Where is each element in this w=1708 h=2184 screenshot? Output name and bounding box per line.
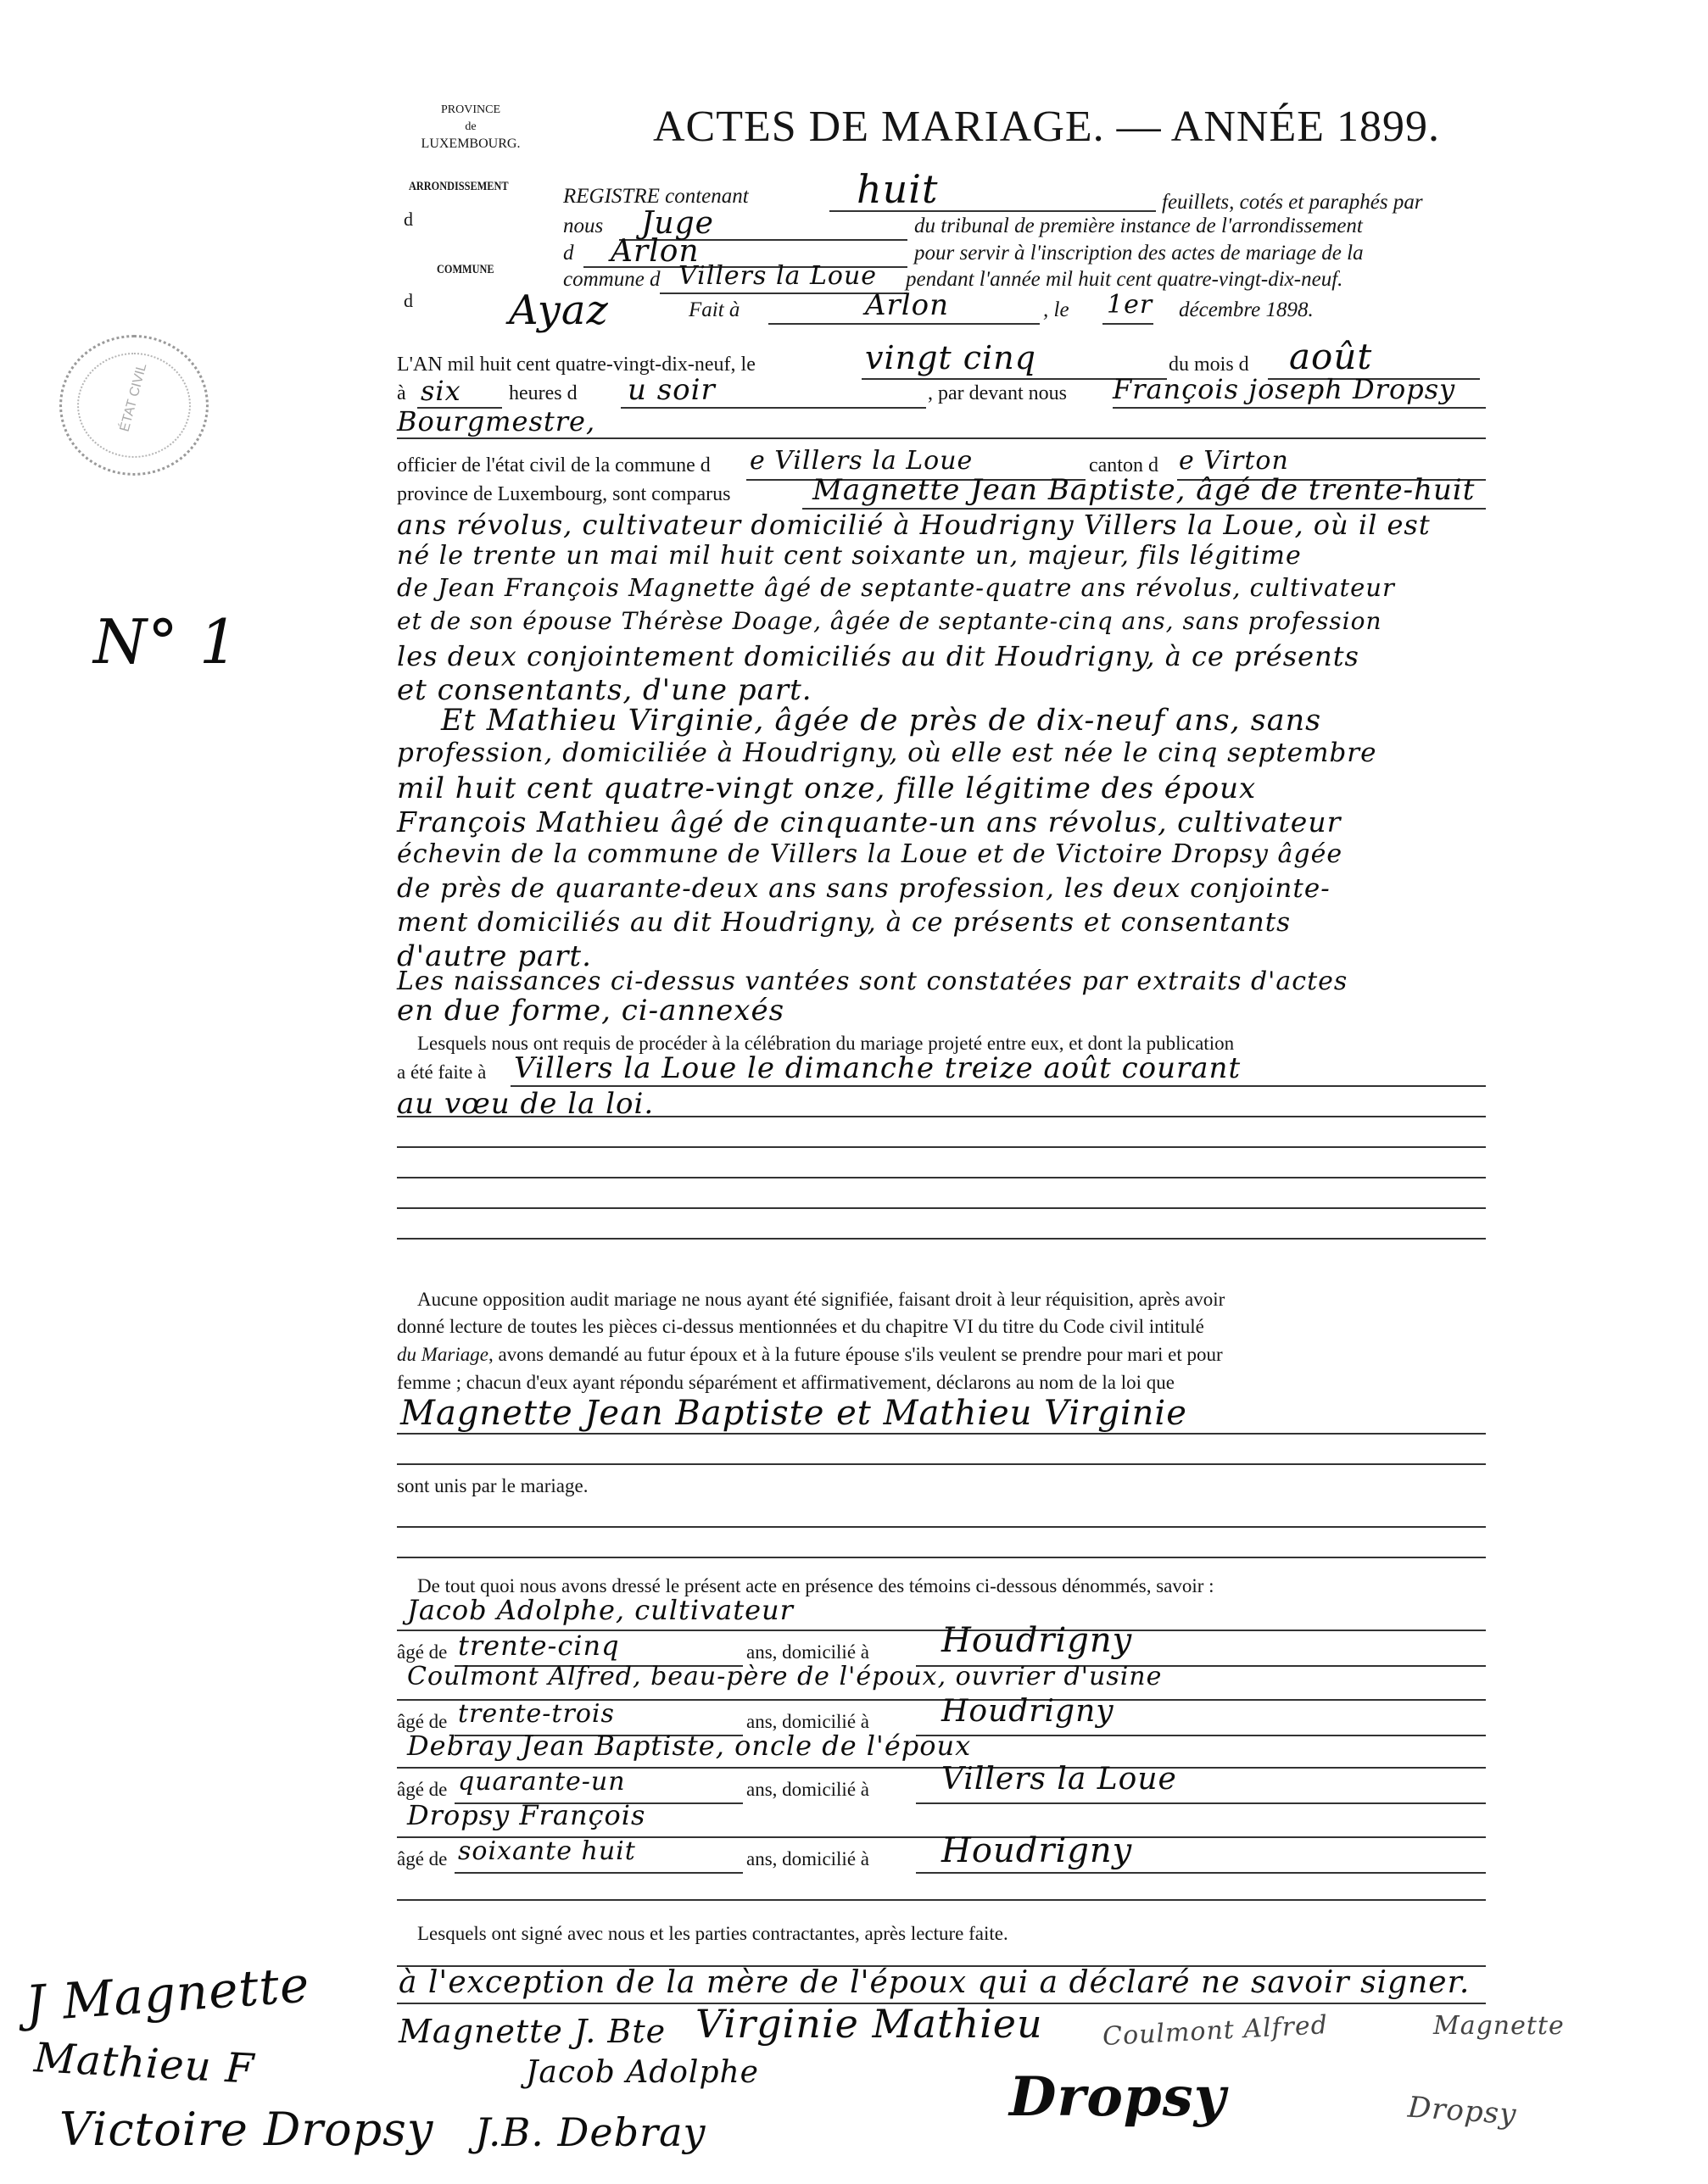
registre-l5a: Fait à xyxy=(689,298,740,321)
registre-l5b: , le xyxy=(1043,298,1069,321)
temoin-age: trente-cinq xyxy=(458,1630,620,1662)
acte-l4-hand: e Villers la Loue xyxy=(750,446,974,476)
registre-l2a: nous xyxy=(563,214,604,237)
arrondissement-label: ARRONDISSEMENT xyxy=(409,180,509,193)
temoin-age-label: âgé de xyxy=(397,1779,448,1800)
arrondissement-de: d xyxy=(404,209,413,230)
temoin-domicile: Houdrigny xyxy=(941,1831,1133,1870)
acte-l4a: officier de l'état civil de la commune d xyxy=(397,454,711,476)
temoin-domicile: Villers la Loue xyxy=(941,1762,1177,1797)
opposition-l3-em: du Mariage xyxy=(397,1344,488,1365)
registre-l2b: du tribunal de première instance de l'arrondissement xyxy=(914,214,1363,237)
registre-l1a: REGISTRE contenant xyxy=(563,185,749,208)
publication-l2a: a été faite à xyxy=(397,1061,487,1083)
province-line2: de xyxy=(465,120,477,133)
acte-hand-line: échevin de la commune de Villers la Loue et de Victoire Dropsy âgée xyxy=(397,839,1343,869)
registre-l4-hand: Villers la Loue xyxy=(678,261,878,291)
registre-l3b: pour servir à l'inscription des actes de mariage de la xyxy=(914,242,1364,265)
signature: Coulmont Alfred xyxy=(1102,2010,1329,2052)
signature: Dropsy xyxy=(1406,2090,1518,2132)
temoin-name: Jacob Adolphe, cultivateur xyxy=(407,1594,794,1626)
acte-hand-line: né le trente un mai mil huit cent soixante un, majeur, fils légitime xyxy=(397,541,1302,571)
acte-hand-line: en due forme, ci-annexés xyxy=(397,994,785,1028)
registre-l5-hand2: 1er xyxy=(1107,290,1153,320)
acte-hand-line: ment domiciliés au dit Houdrigny, à ce présents et consentants xyxy=(397,907,1292,938)
publication-l2-hand: Villers la Loue le dimanche treize août courant xyxy=(514,1051,1242,1085)
registre-l2-hand: Juge xyxy=(641,206,714,241)
closing-hand-note: à l'exception de la mère de l'époux qui a déclaré ne savoir signer. xyxy=(399,1965,1471,2000)
act-number: N° 1 xyxy=(93,606,239,677)
province-line1: PROVINCE xyxy=(440,103,500,116)
acte-hand-line: de Jean François Magnette âgé de septante-quatre ans révolus, cultivateur xyxy=(397,573,1395,602)
acte-l2-hand2: u soir xyxy=(628,373,716,407)
acte-l5-hand: Magnette Jean Baptiste, âgé de trente-huit xyxy=(812,473,1476,507)
signature: Magnette J. Bte xyxy=(399,2013,667,2050)
commune-label: COMMUNE xyxy=(437,263,494,276)
province-block xyxy=(399,102,543,153)
registre-l5c: décembre 1898. xyxy=(1179,298,1314,321)
signature: Mathieu F xyxy=(32,2034,256,2093)
temoin-name: Dropsy François xyxy=(407,1799,646,1831)
publication-l3-hand: au vœu de la loi. xyxy=(397,1087,655,1121)
publication-l1: Lesquels nous ont requis de procéder à la célébration du mariage projeté entre eux, et dont la publication xyxy=(417,1033,1235,1054)
acte-l2-hand: six xyxy=(421,375,461,407)
acte-l3-hand: Bourgmestre, xyxy=(397,405,596,437)
opposition-l5-hand: Magnette Jean Baptiste et Mathieu Virginie xyxy=(400,1394,1187,1433)
page-title: ACTES DE MARIAGE. — ANNÉE 1899. xyxy=(653,103,1440,151)
signature: Victoire Dropsy xyxy=(59,2103,434,2156)
opposition-l3 xyxy=(397,1344,1223,1366)
acte-hand-line: mil huit cent quatre-vingt onze, fille légitime des époux xyxy=(397,772,1257,805)
acte-hand-line: Les naissances ci-dessus vantées sont constatées par extraits d'actes xyxy=(397,967,1348,996)
acte-l4-hand2: e Virton xyxy=(1179,446,1289,476)
closing-text: Lesquels ont signé avec nous et les parties contractantes, après lecture faite. xyxy=(417,1923,1008,1944)
temoin-age-label: âgé de xyxy=(397,1641,448,1663)
registre-l1b: feuillets, cotés et paraphés par xyxy=(1162,191,1423,214)
acte-hand-line: et consentants, d'une part. xyxy=(397,673,812,707)
opposition-l1: Aucune opposition audit mariage ne nous ayant été signifiée, faisant droit à leur réquisition, après avoir xyxy=(417,1289,1225,1310)
registre-l5-hand: Arlon xyxy=(865,288,950,322)
opposition-l6: sont unis par le mariage. xyxy=(397,1475,589,1496)
acte-l5a: province de Luxembourg, sont comparus xyxy=(397,483,731,505)
temoin-age: quarante-un xyxy=(458,1767,626,1797)
acte-hand-line: les deux conjointement domiciliés au dit Houdrigny, à ce présents xyxy=(397,640,1359,672)
official-seal xyxy=(59,335,209,476)
temoin-domicile: Houdrigny xyxy=(941,1621,1133,1660)
acte-hand-line: d'autre part. xyxy=(397,939,592,973)
temoin-ans-label: ans, domicilié à xyxy=(746,1848,869,1869)
signature: J Magnette xyxy=(24,1955,312,2033)
registre-l3-hand: Arlon xyxy=(611,234,700,269)
acte-l1-hand: vingt cinq xyxy=(865,339,1037,376)
opposition-l3-rest: , avons demandé au futur époux et à la future épouse s'ils veulent se prendre pour mari et pour xyxy=(488,1344,1223,1365)
acte-l1a: L'AN mil huit cent quatre-vingt-dix-neuf, le xyxy=(397,354,756,376)
registre-l4b: pendant l'année mil huit cent quatre-vingt-dix-neuf. xyxy=(906,268,1343,291)
temoin-name: Debray Jean Baptiste, oncle de l'époux xyxy=(407,1730,972,1762)
province-line3: LUXEMBOURG. xyxy=(421,136,521,151)
acte-hand-line: de près de quarante-deux ans sans profession, les deux conjointe- xyxy=(397,873,1331,904)
registre-signature: Ayaz xyxy=(509,287,609,334)
acte-l2-hand3: François joseph Dropsy xyxy=(1113,373,1456,405)
acte-hand-line: François Mathieu âgé de cinquante-un ans révolus, cultivateur xyxy=(397,805,1342,838)
acte-hand-line: et de son épouse Thérèse Doage, âgée de septante-cinq ans, sans profession xyxy=(397,607,1382,635)
acte-hand-line: Et Mathieu Virginie, âgée de près de dix-neuf ans, sans xyxy=(441,704,1322,738)
seal-text: ÉTAT CIVIL xyxy=(117,361,150,434)
opposition-l4: femme ; chacun d'eux ayant répondu séparément et affirmativement, déclarons au nom de la loi que xyxy=(397,1372,1175,1393)
commune-de: d xyxy=(404,290,413,311)
temoin-ans-label: ans, domicilié à xyxy=(746,1711,869,1732)
acte-hand-line: ans révolus, cultivateur domicilié à Houdrigny Villers la Loue, où il est xyxy=(397,509,1431,541)
temoins-intro: De tout quoi nous avons dressé le présent acte en présence des témoins ci-dessous dénommés, savoir : xyxy=(417,1575,1214,1596)
acte-l2a: à xyxy=(397,382,406,404)
signature: Dropsy xyxy=(1009,2065,1226,2129)
opposition-l2: donné lecture de toutes les pièces ci-dessus mentionnées et du chapitre VI du titre du Code civil intitulé xyxy=(397,1316,1204,1337)
registre-l3a: d xyxy=(563,242,574,265)
acte-l1-hand2: août xyxy=(1289,336,1373,377)
temoin-age-label: âgé de xyxy=(397,1848,448,1869)
temoin-ans-label: ans, domicilié à xyxy=(746,1641,869,1663)
signature: Jacob Adolphe xyxy=(526,2055,759,2090)
temoin-age: trente-trois xyxy=(458,1699,615,1729)
acte-hand-line: profession, domiciliée à Houdrigny, où elle est née le cinq septembre xyxy=(397,738,1377,768)
signature: Virginie Mathieu xyxy=(695,2001,1043,2047)
registre-l1-hand: huit xyxy=(857,166,939,212)
registre-l4a: commune d xyxy=(563,268,661,291)
temoin-ans-label: ans, domicilié à xyxy=(746,1779,869,1800)
acte-l4b: canton d xyxy=(1089,454,1158,476)
temoin-age: soixante huit xyxy=(458,1836,636,1866)
temoin-name: Coulmont Alfred, beau-père de l'époux, ouvrier d'usine xyxy=(407,1662,1163,1691)
acte-l1b: du mois d xyxy=(1169,354,1249,376)
acte-l2b: heures d xyxy=(509,382,578,404)
acte-l2c: , par devant nous xyxy=(928,382,1067,404)
temoin-domicile: Houdrigny xyxy=(941,1694,1114,1729)
signature: Magnette xyxy=(1433,2011,1565,2041)
signature: J.B. Debray xyxy=(475,2109,706,2155)
temoin-age-label: âgé de xyxy=(397,1711,448,1732)
